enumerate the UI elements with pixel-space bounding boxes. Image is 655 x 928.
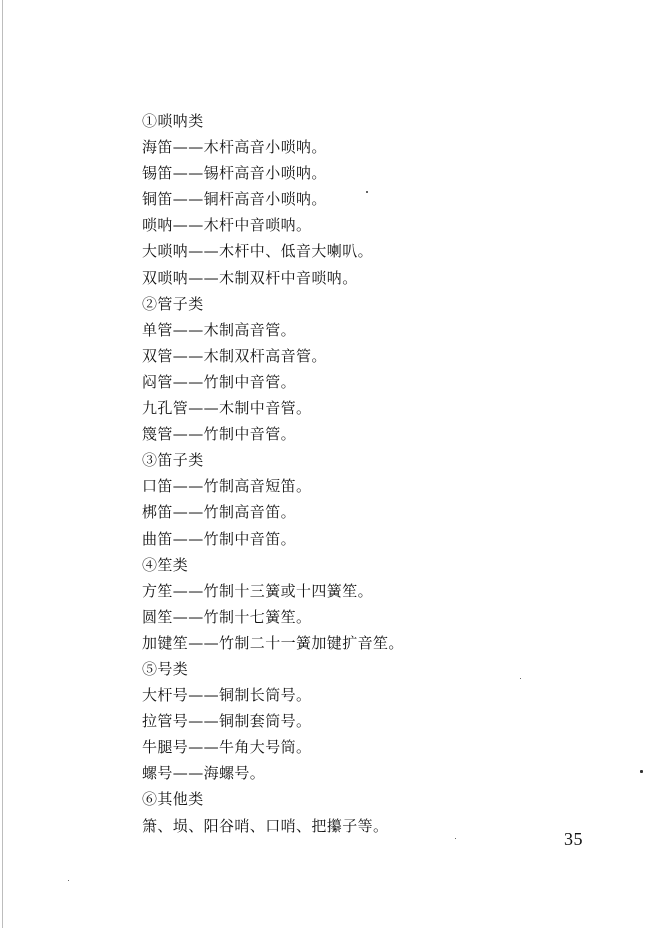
section-heading-guanzi: ②管子类: [142, 294, 204, 313]
list-item: 唢呐——木杆中音唢呐。: [142, 216, 312, 235]
page-number: 35: [564, 829, 583, 849]
list-item: 螺号——海螺号。: [142, 764, 266, 783]
list-item: 箫、埙、阳谷哨、口哨、把攥子等。: [142, 816, 389, 835]
list-item: 九孔管——木制中音管。: [142, 399, 312, 418]
scan-speck: [68, 880, 69, 881]
section-heading-suona: ①唢呐类: [142, 112, 204, 130]
list-item: 锡笛——锡杆高音小唢呐。: [142, 164, 327, 183]
list-item: 大杆号——铜制长筒号。: [142, 686, 312, 705]
list-item: 单管——木制高音管。: [142, 320, 297, 339]
list-item: 梆笛——竹制高音笛。: [142, 503, 297, 522]
list-item: 双唢呐——木制双杆中音唢呐。: [142, 268, 358, 287]
list-item: 圆笙——竹制十七簧笙。: [142, 607, 312, 626]
scan-speck: [640, 770, 643, 773]
list-item: 牛腿号——牛角大号筒。: [142, 738, 312, 757]
list-item: 曲笛——竹制中音笛。: [142, 529, 297, 548]
list-item: 铜笛——铜杆高音小唢呐。: [142, 190, 327, 209]
scan-speck: [366, 191, 368, 193]
section-heading-other: ⑥其他类: [142, 790, 204, 809]
list-item: 方笙——竹制十三簧或十四簧笙。: [142, 581, 374, 600]
list-item: 篾管——竹制中音管。: [142, 425, 297, 444]
list-item: 口笛——竹制高音短笛。: [142, 477, 312, 496]
list-item: 大唢呐——木杆中、低音大喇叭。: [142, 242, 374, 261]
section-heading-sheng: ④笙类: [142, 555, 189, 574]
section-heading-hao: ⑤号类: [142, 659, 189, 678]
page-edge-line: [2, 0, 3, 928]
list-item: 闷管——竹制中音管。: [142, 372, 297, 391]
list-item: 拉管号——铜制套筒号。: [142, 712, 312, 731]
section-heading-dizi: ③笛子类: [142, 451, 204, 470]
scan-speck: [520, 678, 521, 679]
list-item: 海笛——木杆高音小唢呐。: [142, 138, 327, 157]
scan-speck: [455, 838, 456, 839]
list-item: 加键笙——竹制二十一簧加键扩音笙。: [142, 633, 404, 652]
instrument-list: [142, 108, 612, 839]
list-item: 双管——木制双杆高音管。: [142, 346, 327, 365]
